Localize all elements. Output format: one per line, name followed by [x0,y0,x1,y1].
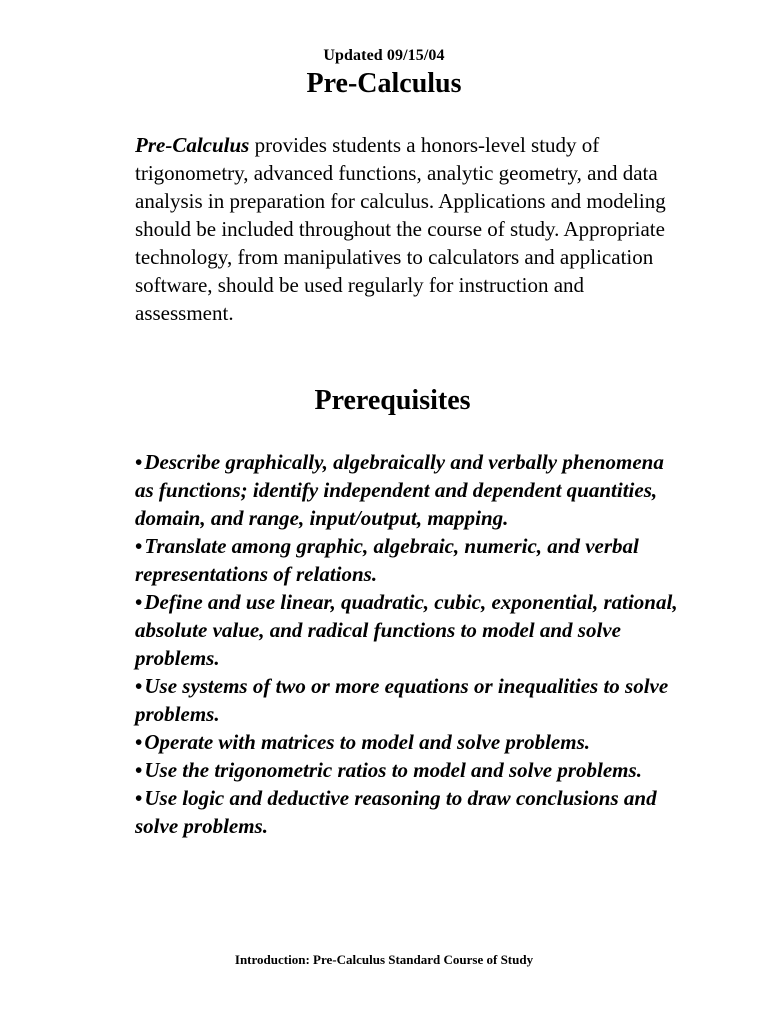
prerequisite-text: Use the trigonometric ratios to model and solve problems. [144,758,642,782]
bullet-icon: • [135,450,143,474]
page-footer: Introduction: Pre-Calculus Standard Course of Study [234,952,534,967]
prerequisite-item [135,588,680,672]
prerequisites-list [135,448,680,840]
intro-text: provides students a honors-level study of trigonometry, advanced functions, analytic geometry, and data analysis in preparation for calculus. Applications and modeling should be included throughout the course of study. Appropriate technology, from manipulatives to calculators and application software, should be used regularly for instruction and assessment. [135,133,666,325]
prerequisite-item [135,784,680,840]
prerequisite-text: Use systems of two or more equations or inequalities to solve problems. [135,674,669,726]
bullet-icon: • [135,534,143,558]
bullet-icon: • [135,590,143,614]
bullet-icon: • [135,674,143,698]
prerequisite-item [135,532,680,588]
intro-course-name: Pre-Calculus [135,133,250,157]
prerequisite-item [135,756,680,784]
bullet-icon: • [135,730,143,754]
updated-date: Updated 09/15/04 [323,47,445,64]
prerequisite-item [135,448,680,532]
bullet-icon: • [135,786,143,810]
prerequisite-text: Use logic and deductive reasoning to draw conclusions and solve problems. [135,786,657,838]
prerequisite-item [135,728,680,756]
prerequisite-text: Define and use linear, quadratic, cubic, exponential, rational, absolute value, and radical functions to model and solve problems. [135,590,678,670]
bullet-icon: • [135,758,143,782]
intro-paragraph [135,131,680,327]
prerequisite-item [135,672,680,728]
prerequisite-text: Operate with matrices to model and solve problems. [144,730,591,754]
prerequisite-text: Describe graphically, algebraically and verbally phenomena as functions; identify independent and dependent quantities, domain, and range, input/output, mapping. [135,450,664,530]
prerequisite-text: Translate among graphic, algebraic, numeric, and verbal representations of relations. [135,534,639,586]
page-title: Pre-Calculus [306,68,462,99]
prerequisites-heading: Prerequisites [314,385,471,416]
